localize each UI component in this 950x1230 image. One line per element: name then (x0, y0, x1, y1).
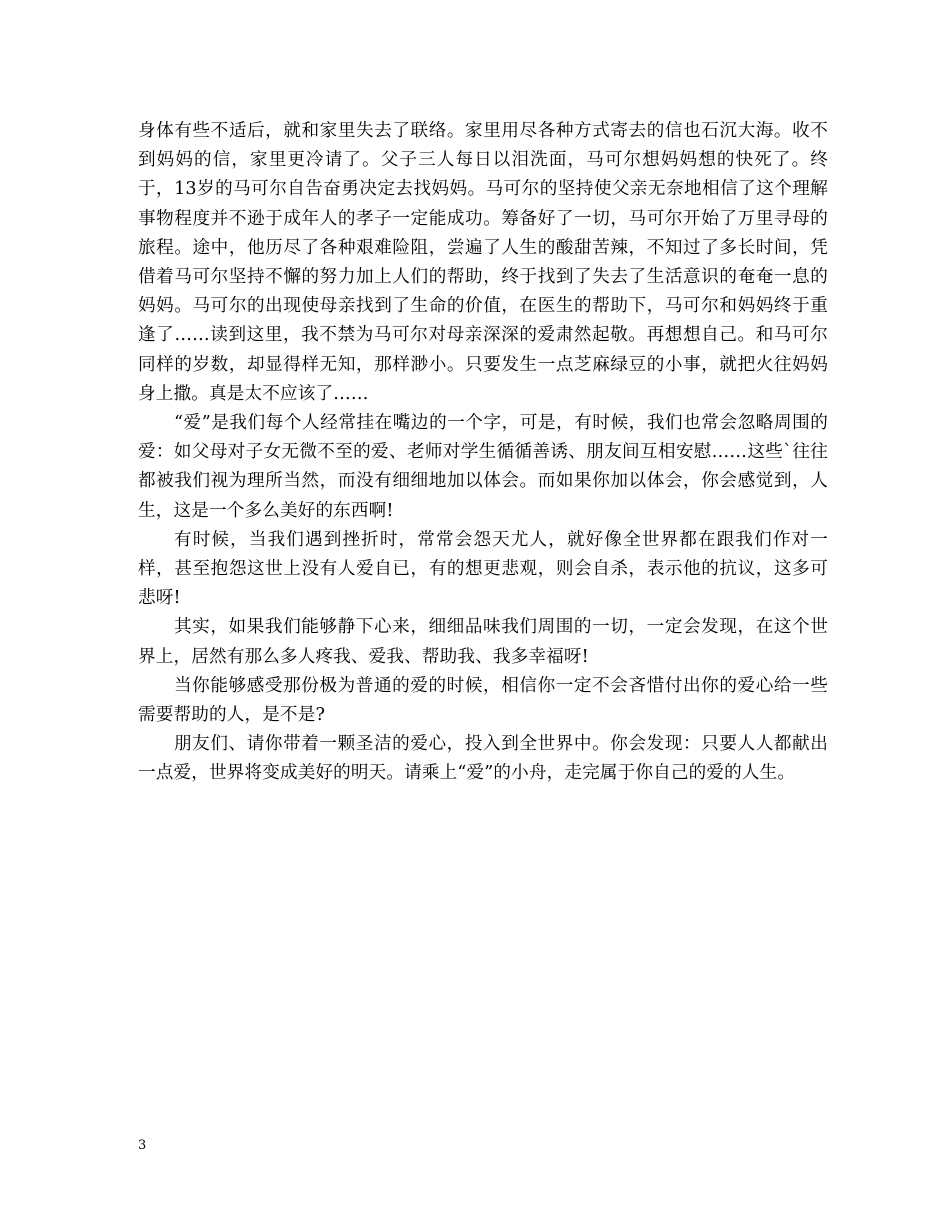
paragraph-2: “爱”是我们每个人经常挂在嘴边的一个字，可是，有时候，我们也常会忽略周围的爱：如父母对子女无微不至的爱、老师对学生循循善诱、朋友间互相安慰……这些`往往都被我们视为理所当然，而没有细细地加以体会。而如果你加以体会，你会感觉到，人生，这是一个多么美好的东西啊! (138, 413, 828, 521)
document-body (138, 117, 828, 789)
paragraph-3: 有时候，当我们遇到挫折时，常常会怨天尤人，就好像全世界都在跟我们作对一样，甚至抱怨这世上没有人爱自已，有的想更悲观，则会自杀，表示他的抗议，这多可悲呀! (138, 529, 828, 609)
paragraph-1: 身体有些不适后，就和家里失去了联络。家里用尽各种方式寄去的信也石沉大海。收不到妈妈的信，家里更冷请了。父子三人每日以泪洗面，马可尔想妈妈想的快死了。终于，13岁的马可尔自告奋勇决定去找妈妈。马可尔的坚持使父亲无奈地相信了这个理解事物程度并不逊于成年人的孝子一定能成功。筹备好了一切，马可尔开始了万里寻母的旅程。途中，他历尽了各种艰难险阻，尝遍了人生的酸甜苦辣，不知过了多长时间，凭借着马可尔坚持不懈的努力加上人们的帮助，终于找到了失去了生活意识的奄奄一息的妈妈。马可尔的出现使母亲找到了生命的价值，在医生的帮助下，马可尔和妈妈终于重逢了……读到这里，我不禁为马可尔对母亲深深的爱肃然起敬。再想想自己。和马可尔同样的岁数，却显得样无知，那样渺小。只要发生一点芝麻绿豆的小事，就把火往妈妈身上撒。真是太不应该了…… (138, 121, 828, 404)
paragraph-6: 朋友们、请你带着一颗圣洁的爱心，投入到全世界中。你会发现：只要人人都献出一点爱，世界将变成美好的明天。请乘上“爱”的小舟，走完属于你自己的爱的人生。 (138, 734, 828, 784)
paragraph-5: 当你能够感受那份极为普通的爱的时候，相信你一定不会吝惜付出你的爱心给一些需要帮助的人，是不是? (138, 675, 828, 726)
paragraph-4: 其实，如果我们能够静下心来，细细品味我们周围的一切，一定会发现，在这个世界上，居然有那么多人疼我、爱我、帮助我、我多幸福呀! (138, 617, 828, 667)
page-number: 3 (138, 1138, 147, 1153)
